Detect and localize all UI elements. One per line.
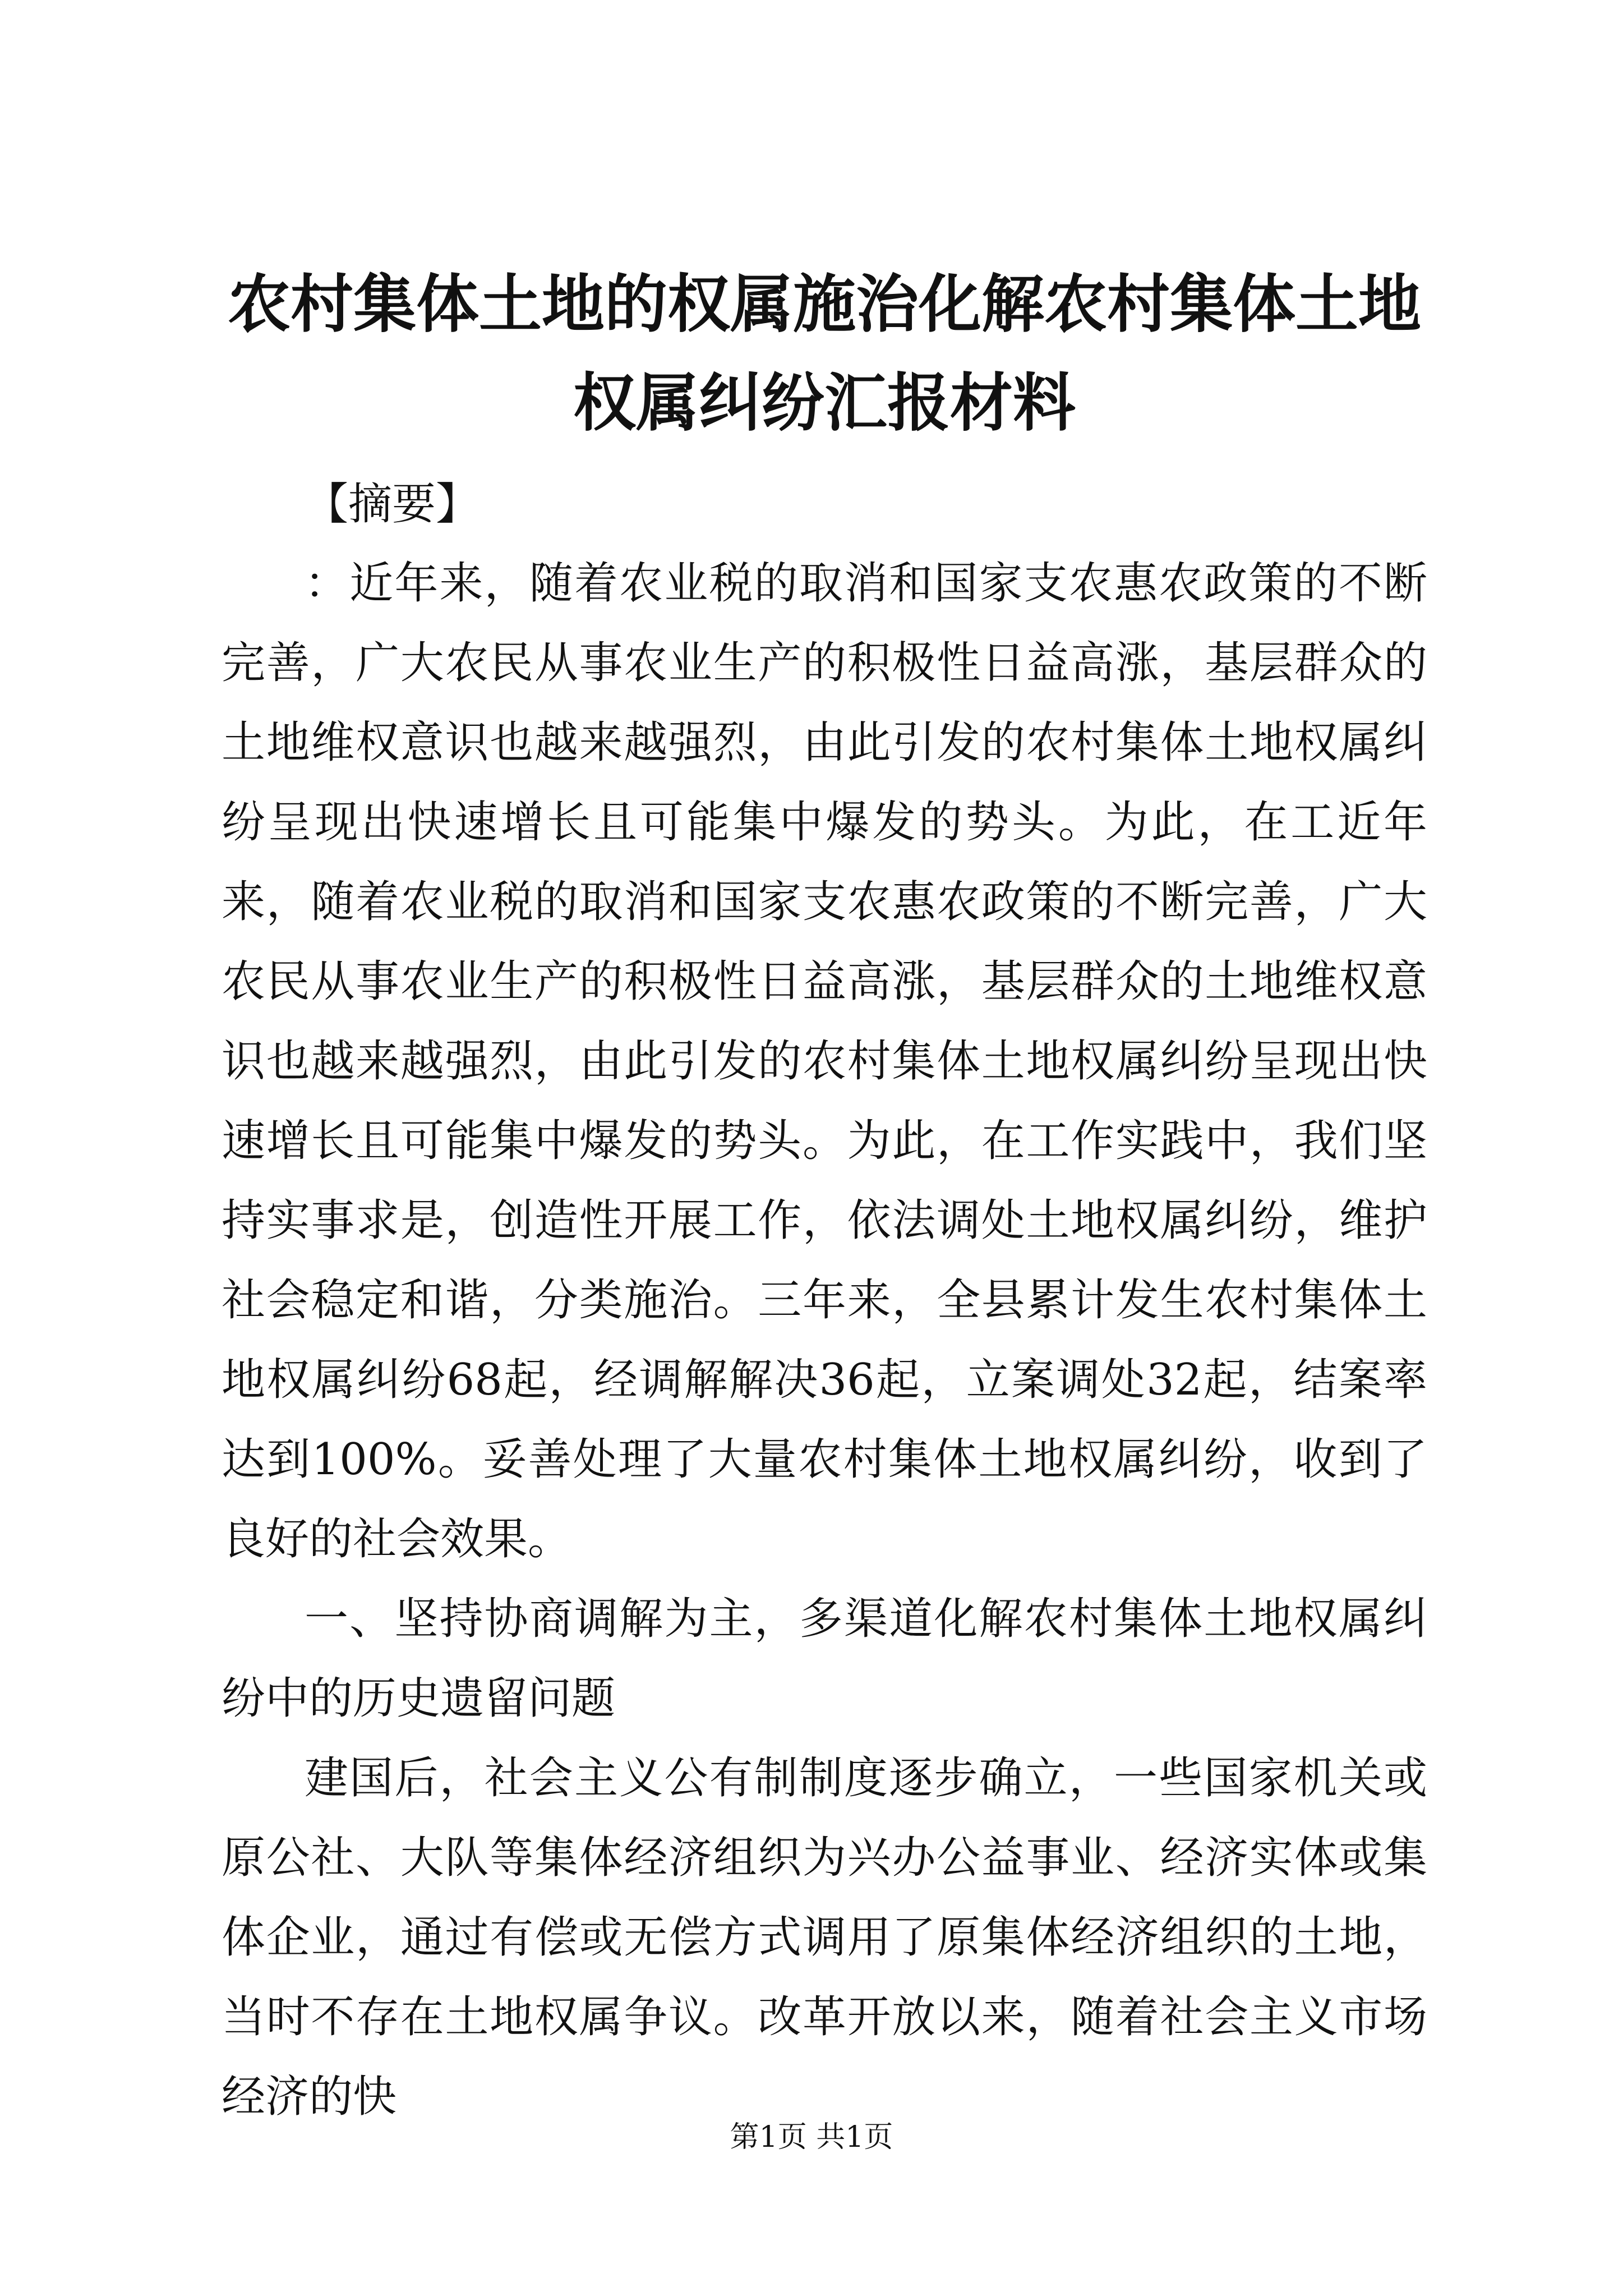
- document-body: [222, 255, 1427, 2137]
- abstract-paragraph: ：近年来，随着农业税的取消和国家支农惠农政策的不断完善，广大农民从事农业生产的积极性日益高涨，基层群众的土地维权意识也越来越强烈，由此引发的农村集体土地权属纠纷呈现出快速增长且可能集中爆发的势头。为此，在工近年来，随着农业税的取消和国家支农惠农政策的不断完善，广大农民从事农业生产的积极性日益高涨，基层群众的土地维权意识也越来越强烈，由此引发的农村集体土地权属纠纷呈现出快速增长且可能集中爆发的势头。为此，在工作实践中，我们坚持实事求是，创造性开展工作，依法调处土地权属纠纷，维护社会稳定和谐，分类施治。三年来，全县累计发生农村集体土地权属纠纷68起，经调解解决36起，立案调处32起，结案率达到100%。妥善处理了大量农村集体土地权属纠纷，收到了良好的社会效果。: [222, 558, 1427, 1565]
- page-footer: 第1页 共1页: [730, 2120, 893, 2154]
- abstract-label: 【摘要】: [305, 479, 480, 530]
- document-title: 农村集体土地的权属施治化解农村集体土地权属纠纷汇报材料: [228, 268, 1421, 440]
- section-heading-1: 一、坚持协商调解为主，多渠道化解农村集体土地权属纠纷中的历史遗留问题: [222, 1594, 1427, 1724]
- body-paragraph: 建国后，社会主义公有制制度逐步确立，一些国家机关或原公社、大队等集体经济组织为兴办公益事业、经济实体或集体企业，通过有偿或无偿方式调用了原集体经济组织的土地，当时不存在土地权属争议。改革开放以来，随着社会主义市场经济的快: [222, 1753, 1427, 2122]
